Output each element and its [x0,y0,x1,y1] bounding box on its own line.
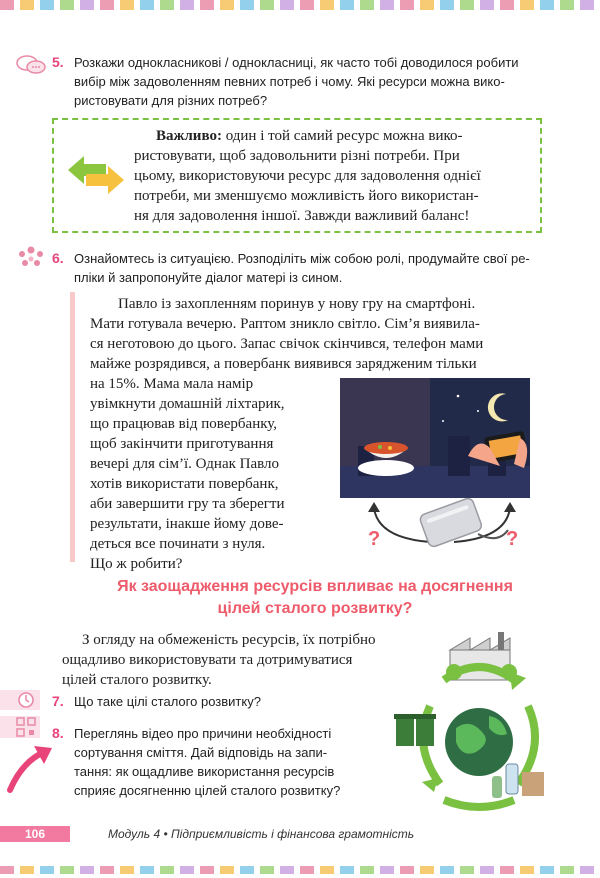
story-text-full [90,294,552,374]
important-label: Важливо: [156,128,222,144]
important-line: один і той самий ресурс можна вико- [221,128,463,144]
important-line: потреби, ми зменшуємо можливість його використан- [134,188,479,204]
question-8-line: тання: як ощадливе використання ресурсів [74,764,335,779]
story-line: хотів використати повербанк, [90,476,279,492]
story-line: щоб закінчити приготування [90,436,274,452]
section-heading [60,576,570,620]
pointing-arrow-icon [4,742,56,794]
story-side-bar [70,292,75,562]
speech-bubbles-icon [16,54,46,76]
question-5-line: Розкажи однокласникові / однокласниці, як часто тобі доводилося робити [74,55,519,70]
question-5-text [74,53,564,110]
story-text-narrow [90,374,328,574]
question-6-line: пліки й запропонуйте діалог матері із сином. [74,270,343,285]
group-people-icon [16,244,46,270]
page-number: 106 [0,826,70,842]
story-line: Павло із захопленням поринув у нову гру на смартфоні. [118,296,476,312]
story-line: Мати готувала вечерю. Раптом зникло світло. Сім’я виявила- [90,316,480,332]
intro-paragraph [62,630,394,690]
question-mark-left: ? [368,528,381,550]
recycling-bin-green-2 [416,718,434,746]
story-line: аби завершити гру та зберегти [90,496,285,512]
heading-line: цілей сталого розвитку? [217,600,413,617]
story-line: ся неготовою до цього. Запас свічок скінчився, телефон мами [90,336,484,352]
top-decorative-border [0,0,600,10]
question-8-text [74,724,374,800]
story-line: результати, інакше йому дове- [90,516,284,532]
paragraph-line: З огляду на обмеженість ресурсів, їх потрібно [82,632,376,648]
heading-line: Як заощадження ресурсів впливає на досягнення [117,578,513,595]
story-line: деться все починати з нуля. [90,536,266,552]
question-5-line: вибір між задоволенням певних потреб і чому. Які ресурси можна вико- [74,74,505,89]
plate-icon [358,460,414,476]
question-7-text: Що таке цілі сталого розвитку? [74,694,261,709]
important-line: ня для задоволення іншої. Завжди важливий баланс! [134,208,470,224]
box-icon [522,772,544,796]
double-arrow-icon [66,150,126,200]
bottom-decorative-border [0,866,600,874]
question-mark-right: ? [506,528,519,550]
story-line: майже розрядився, а повербанк виявився зарядженим тільки [90,356,477,372]
story-line: що працював від повербанку, [90,416,278,432]
plastic-bottle-icon [506,764,518,794]
story-line: увімкнути домашній ліхтарик, [90,396,285,412]
question-8-line: Переглянь відео про причини необхідності [74,726,332,741]
sustainability-cycle-illustration [394,632,564,812]
qr-code-icon [16,717,36,737]
question-5-line: ристовувати для різних потреб? [74,93,268,108]
story-line: вечері для сім’ї. Однак Павло [90,456,279,472]
question-6-line: Ознайомтесь із ситуацією. Розподіліть між собою ролі, продумайте свої ре- [74,251,530,266]
question-8-number: 8. [52,725,64,741]
paragraph-line: цілей сталого розвитку. [62,672,212,688]
question-7-number: 7. [52,693,64,709]
recycling-bin-green [396,718,414,746]
soup-icon [364,442,408,454]
question-6-number: 6. [52,250,64,266]
important-text [134,126,534,226]
important-line: цьому, використовуючи ресурс для задоволення однієї [134,168,481,184]
question-5-number: 5. [52,54,64,70]
important-line: ристовувати, щоб задовольнити різні потреби. При [134,148,460,164]
question-6-text [74,249,566,287]
story-line: на 15%. Мама мала намір [90,376,254,392]
clock-icon [16,690,36,710]
question-8-line: сортування сміття. Дай відповідь на запи- [74,745,328,760]
footer-module-title: Модуль 4 • Підприємливість і фінансова грамотність [108,827,415,841]
story-line: Що ж робити? [90,556,183,572]
paragraph-line: ощадливо використовувати та дотримуватися [62,652,353,668]
question-8-line: сприяє досягненню цілей сталого розвитку? [74,783,341,798]
